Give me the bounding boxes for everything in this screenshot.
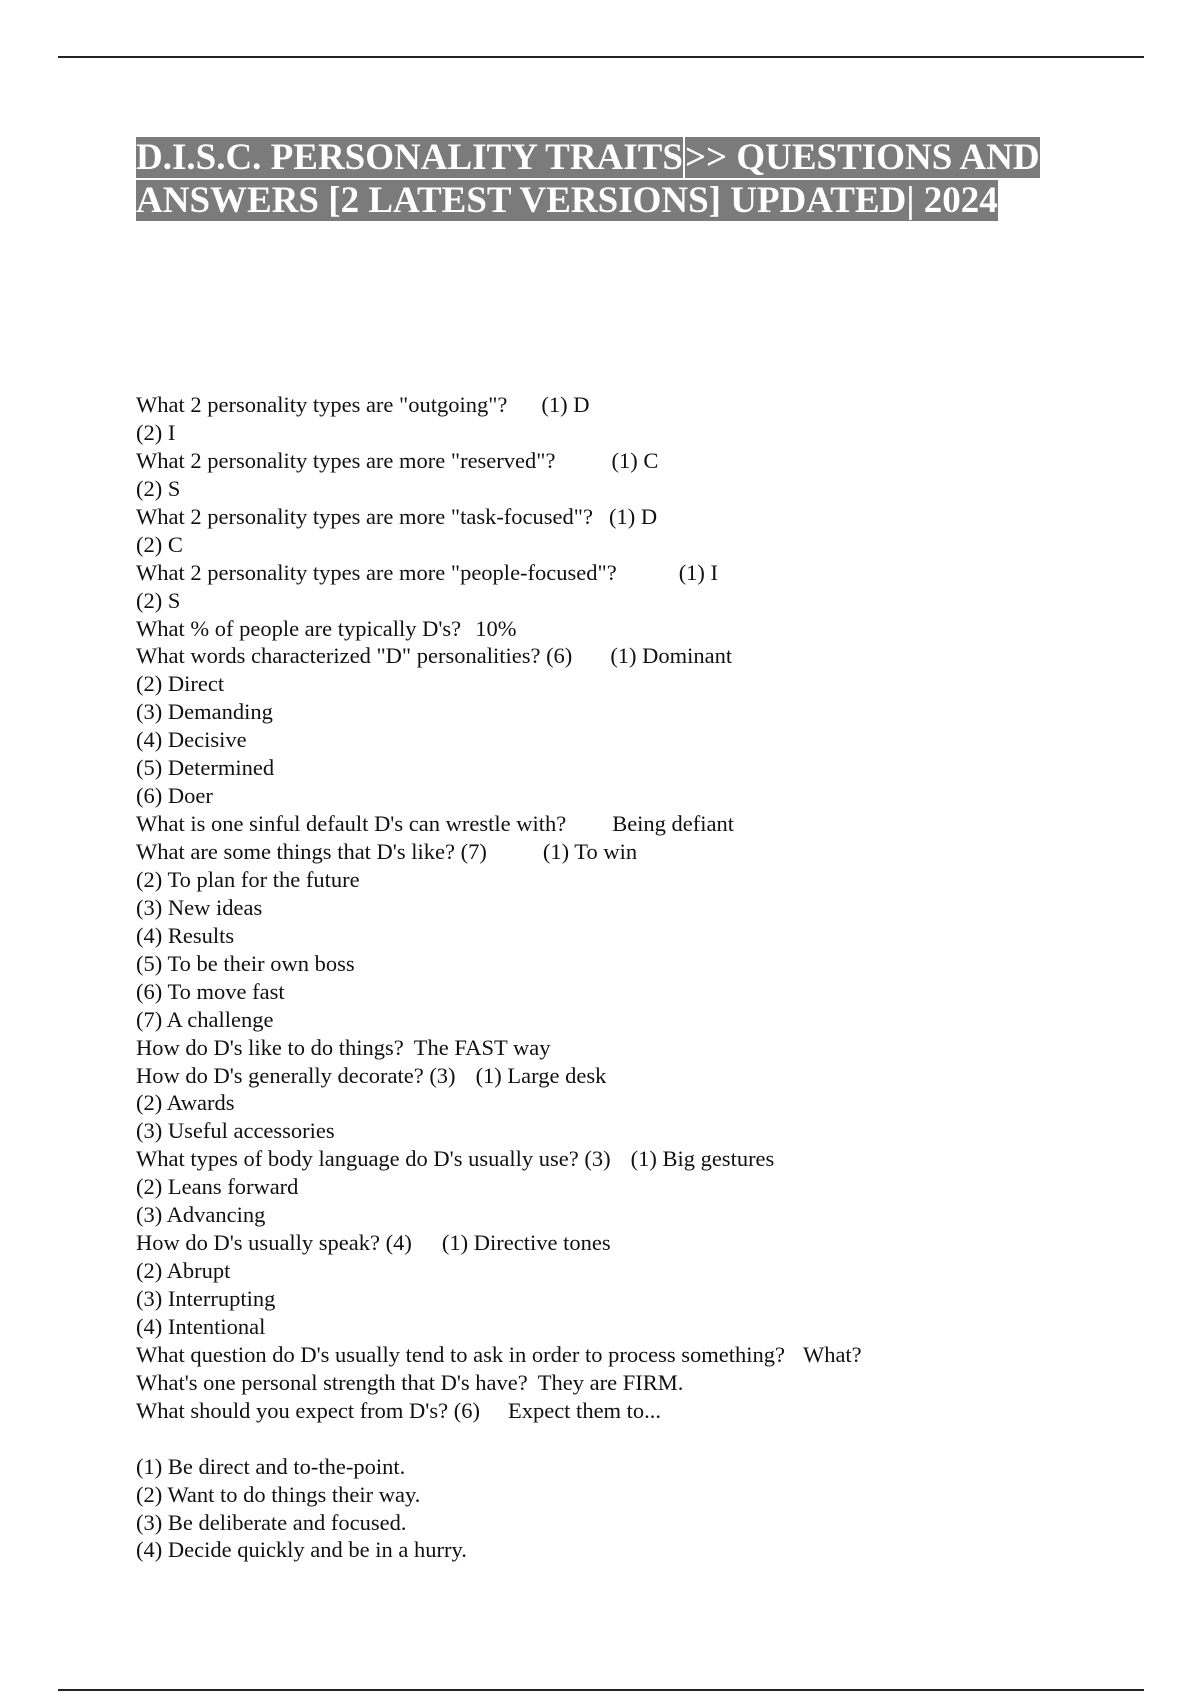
answer-text: (1) Large desk [475, 1062, 607, 1088]
title-line-2 [136, 179, 1076, 222]
answer-text: Being defiant [612, 811, 735, 837]
answer-line: (2) Direct [136, 671, 225, 697]
answer-line: (3) Be deliberate and focused. [136, 1509, 407, 1535]
answer-line: (5) To be their own boss [136, 950, 355, 976]
question-text: What % of people are typically D's? [136, 615, 462, 641]
answer-line: (2) S [136, 475, 181, 501]
answer-line: (3) Interrupting [136, 1286, 276, 1311]
answer-line: (2) C [136, 531, 183, 557]
answer-line: (2) Leans forward [136, 1174, 299, 1200]
question-line [136, 615, 1116, 643]
answer-text: (1) To win [542, 839, 638, 864]
answer-line: (4) Results [136, 922, 235, 948]
question-line [136, 1341, 1116, 1369]
answer-line: (1) Be direct and to-the-point. [136, 1453, 406, 1479]
question-text: What types of body language do D's usually use? (3) [136, 1146, 611, 1172]
answer-line: (2) I [136, 419, 176, 445]
question-text: How do D's like to do things? [136, 1034, 404, 1060]
title-line-1 [136, 136, 1076, 179]
answer-line: (4) Decide quickly and be in a hurry. [136, 1537, 467, 1563]
question-line [136, 391, 1116, 419]
answer-text: 10% [475, 615, 517, 641]
qa-list [136, 391, 1116, 1564]
answer-line: (2) S [136, 587, 181, 613]
answer-text: What? [802, 1341, 862, 1367]
answer-line: (3) New ideas [136, 894, 263, 920]
question-line [136, 503, 1116, 531]
question-line [136, 1034, 1116, 1062]
question-line [136, 447, 1116, 475]
answer-line: (6) Doer [136, 783, 213, 809]
answer-line: (5) Determined [136, 755, 275, 781]
question-line [136, 810, 1116, 838]
answer-text: (1) Big gestures [630, 1146, 775, 1172]
question-text: What should you expect from D's? (6) [136, 1397, 480, 1423]
question-line [136, 1397, 1116, 1425]
answer-text: They are FIRM. [537, 1369, 684, 1395]
question-line [136, 1062, 1116, 1090]
answer-line: (4) Decisive [136, 727, 247, 753]
question-text: How do D's usually speak? (4) [136, 1230, 412, 1256]
question-text: What is one sinful default D's can wrestle with? [136, 811, 567, 837]
answer-text: (1) D [541, 392, 590, 417]
question-text: What 2 personality types are "outgoing"? [136, 392, 508, 417]
question-text: How do D's generally decorate? (3) [136, 1062, 456, 1088]
top-rule [58, 56, 1144, 58]
question-line [136, 559, 1116, 587]
question-text: What are some things that D's like? (7) [136, 839, 487, 864]
answer-line: (3) Useful accessories [136, 1118, 335, 1144]
question-text: What 2 personality types are more "people-focused"? [136, 559, 617, 585]
answer-text: (1) Dominant [610, 643, 733, 669]
title-part-a: D.I.S.C. PERSONALITY TRAITS [136, 137, 683, 178]
answer-text: The FAST way [413, 1034, 551, 1060]
answer-line: (3) Advancing [136, 1202, 266, 1228]
question-text: What words characterized "D" personalities? (6) [136, 643, 573, 669]
blank-line [136, 1425, 1116, 1453]
question-line [136, 1229, 1116, 1257]
answer-line: (3) Demanding [136, 699, 273, 725]
question-line [136, 1369, 1116, 1397]
question-line [136, 642, 1116, 670]
bottom-rule [58, 1689, 1144, 1691]
answer-line: (2) Want to do things their way. [136, 1481, 421, 1507]
title-part-b: >> QUESTIONS AND [684, 137, 1040, 178]
answer-text: (1) Directive tones [441, 1230, 611, 1256]
answer-text: Expect them to... [507, 1397, 662, 1423]
answer-text: (1) C [611, 447, 659, 473]
title-part-c: ANSWERS [2 LATEST VERSIONS] UPDATED| 2024 [136, 180, 998, 221]
answer-line: (6) To move fast [136, 978, 285, 1004]
answer-line: (2) To plan for the future [136, 866, 360, 892]
answer-text: (1) D [608, 503, 658, 529]
question-text: What 2 personality types are more "task-focused"? [136, 503, 593, 529]
question-text: What 2 personality types are more "reserved"? [136, 447, 556, 473]
answer-line: (2) Awards [136, 1090, 235, 1116]
question-line [136, 1145, 1116, 1173]
document-title [136, 136, 1076, 222]
question-line [136, 838, 1116, 866]
answer-line: (7) A challenge [136, 1006, 274, 1032]
question-text: What's one personal strength that D's have? [136, 1369, 528, 1395]
answer-line: (4) Intentional [136, 1313, 266, 1339]
answer-line: (2) Abrupt [136, 1258, 231, 1284]
question-text: What question do D's usually tend to ask in order to process something? [136, 1341, 785, 1367]
answer-text: (1) I [678, 559, 719, 585]
